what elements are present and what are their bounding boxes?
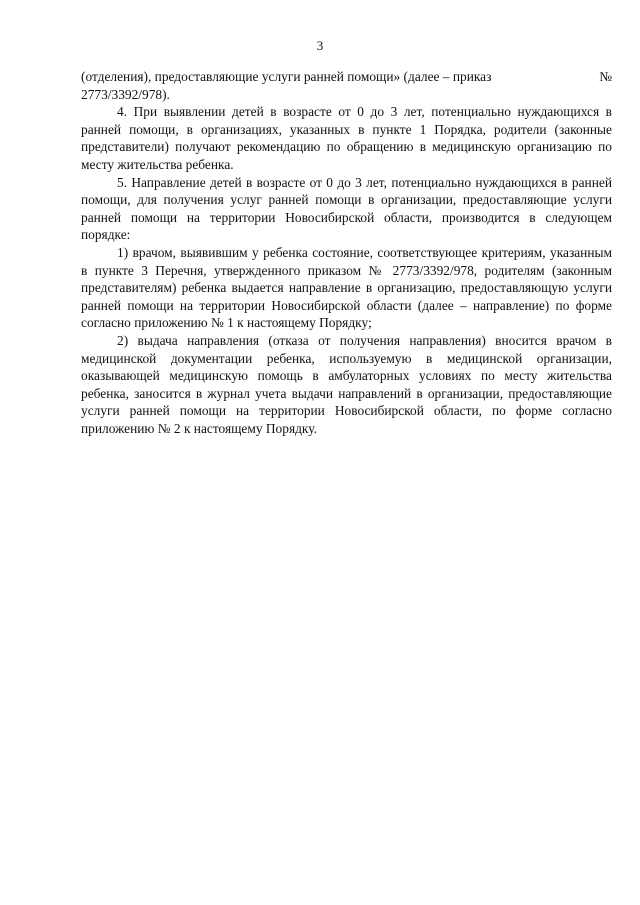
paragraph-continuation-text: (отделения), предоставляющие услуги ранней помощи» (далее – приказ [81,69,492,84]
paragraph-4: 4. При выявлении детей в возрасте от 0 до 3 лет, потенциально нуждающихся в ранней помощи, в организациях, указанных в пункте 1 Порядка, родители (законные представители) получают рекомендацию по обращению в медицинскую организацию по месту жительства ребенка. [81,104,612,172]
paragraph-continuation-line1 [81,68,612,86]
paragraph-5: 5. Направление детей в возрасте от 0 до 3 лет, потенциально нуждающихся в ранней помощи, для получения услуг ранней помощи в организации, предоставляющие услуги ранней помощи на территории Новосибирской области, производится в следующем порядке: [81,174,612,243]
paragraph-5-item-2: 2) выдача направления (отказа от получения направления) вносится врачом в медицинской документации ребенка, используемую в медицинской организации, оказывающей медицинскую помощь в амбулаторных условиях по месту жительства ребенка, заносится в журнал учета выдачи направлений в организации, предоставляющие услуги ранней помощи на территории Новосибирской области, по форме согласно приложению № 2 к настоящему Порядку. [81,332,612,436]
paragraph-5-item-1: 1) врачом, выявившим у ребенка состояние, соответствующее критериям, указанным в пункте 3 Перечня, утвержденного приказом № 2773/3392/978, родителям (законным представителям) ребенка выдается направление в организацию, предоставляющую услуги ранней помощи на территории Новосибирской области (далее – направление) по форме согласно приложению № 1 к настоящему Порядку; [81,244,612,331]
page-number: 3 [316,38,324,53]
document-body [81,68,612,437]
number-sign: № [599,69,612,84]
paragraph-continuation-line2: 2773/3392/978). [81,86,170,102]
